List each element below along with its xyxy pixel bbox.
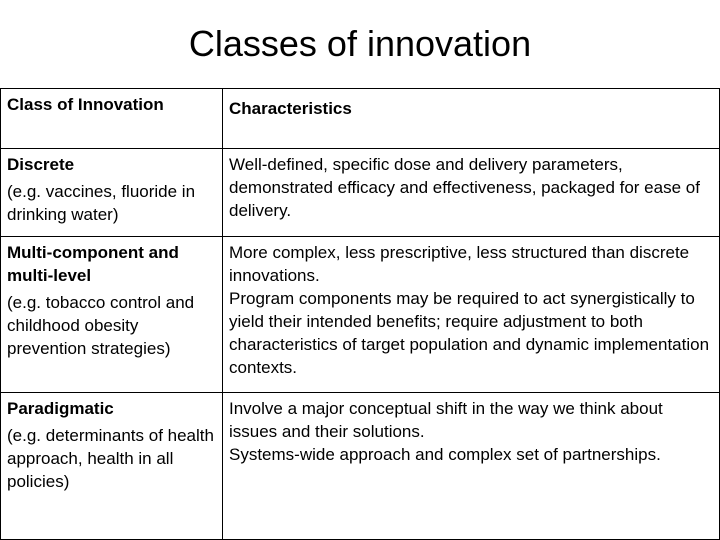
characteristics-text: Program components may be required to act synergistically to yield their intended benefits; require adjustment to both characteristics of target population and dynamic implementation contexts. (229, 289, 710, 377)
innovation-classes-table (0, 88, 720, 540)
table-row-discrete (1, 149, 720, 237)
characteristics-text: More complex, less prescriptive, less structured than discrete innovations. (229, 243, 690, 285)
characteristics-cell (223, 237, 720, 393)
class-example: (e.g. vaccines, fluoride in drinking water) (7, 182, 196, 224)
table-row-multi-component (1, 237, 720, 393)
class-name: Multi-component and multi-level (7, 243, 179, 285)
class-example: (e.g. determinants of health approach, health in all policies) (7, 426, 214, 491)
header-class-of-innovation: Class of Innovation (1, 89, 223, 149)
class-cell (1, 149, 223, 237)
class-example: (e.g. tobacco control and childhood obesity prevention strategies) (7, 293, 195, 358)
characteristics-cell (223, 149, 720, 237)
header-characteristics: Characteristics (223, 89, 720, 149)
characteristics-text: Involve a major conceptual shift in the way we think about issues and their solutions. (229, 399, 663, 441)
characteristics-text: Systems-wide approach and complex set of partnerships. (229, 445, 661, 464)
characteristics-cell (223, 393, 720, 540)
class-name: Paradigmatic (7, 399, 114, 418)
class-cell (1, 237, 223, 393)
table-row-paradigmatic (1, 393, 720, 540)
characteristics-text: Well-defined, specific dose and delivery parameters, demonstrated efficacy and effectiveness, packaged for ease of delivery. (229, 155, 700, 220)
class-name: Discrete (7, 155, 75, 174)
table-header-row (1, 89, 720, 149)
slide-title: Classes of innovation (188, 23, 532, 64)
class-cell (1, 393, 223, 540)
